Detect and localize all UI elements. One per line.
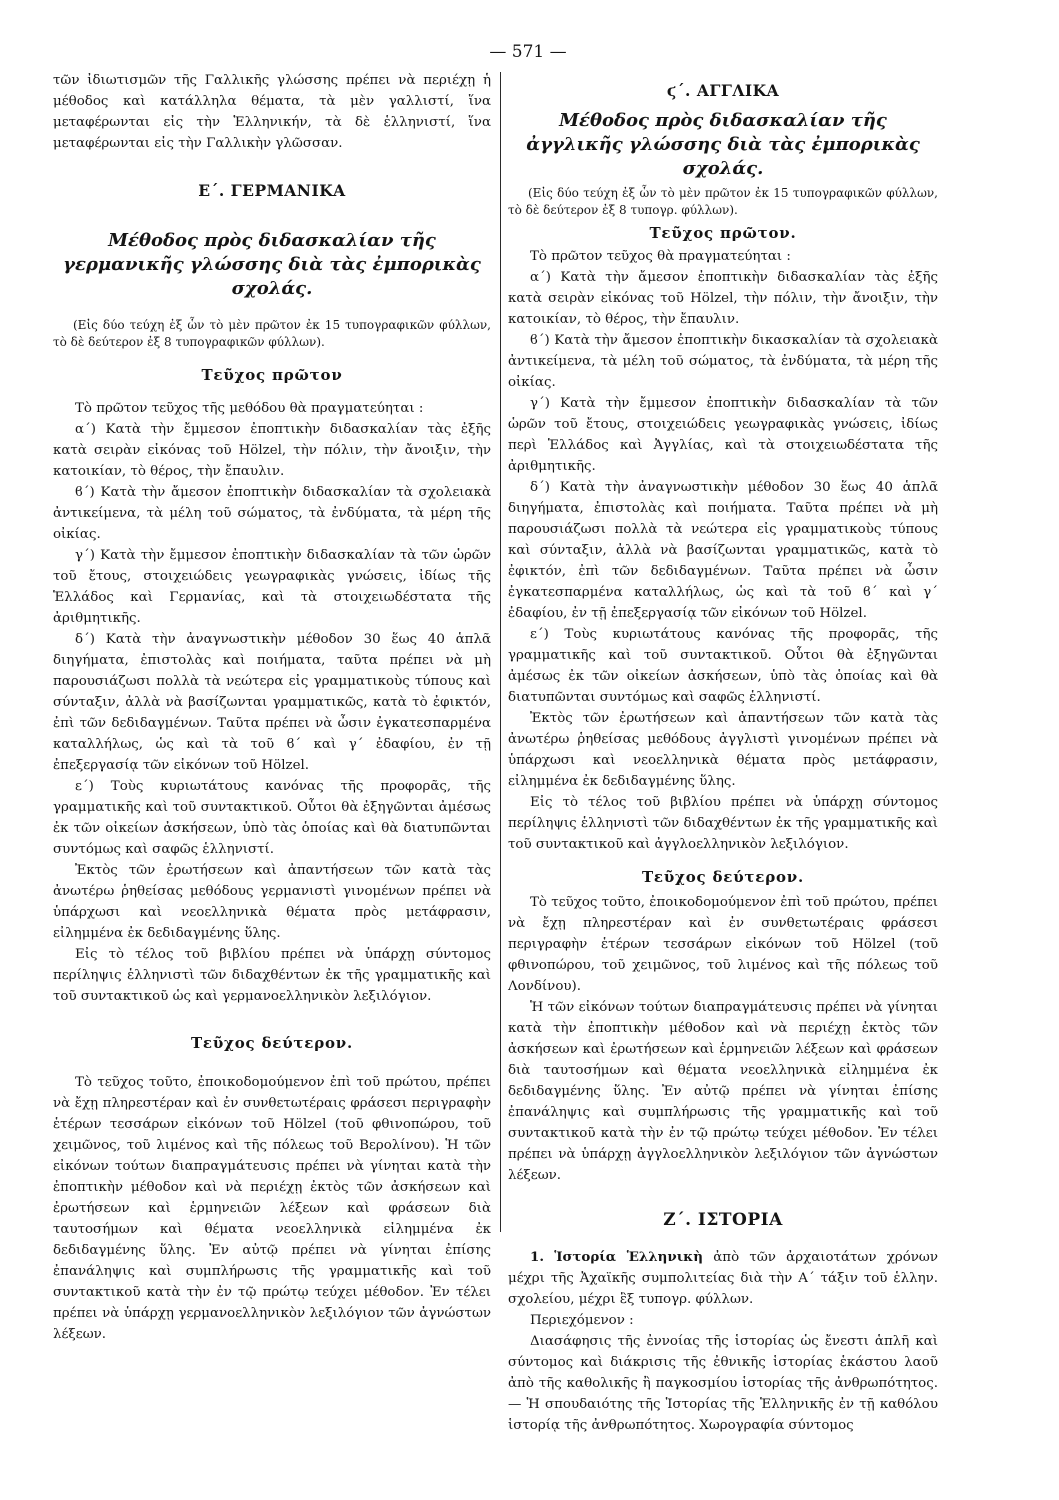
paragraph: α΄) Κατὰ τὴν ἄμεσον ἐποπτικὴν διδασκαλίαν τὰς ἐξῆς κατὰ σειρὰν εἰκόνας τοῦ Hölzel, τὴν πόλιν, τὴν ἄνοιξιν, τὴν κατοικίαν, τὸ θέρος, τὴν ἔπαυλιν. bbox=[508, 270, 938, 327]
contents-label: Περιεχόμενον : bbox=[530, 1313, 634, 1328]
paragraph: ε΄) Τοὺς κυριωτάτους κανόνας τῆς προφορᾶς, τῆς γραμματικῆς καὶ τοῦ συντακτικοῦ. Οὗτοι θὰ ἐξηγῶνται ἀμέσως ἐκ τῶν οἰκείων ἀσκήσεων, ὑπὸ τὰς ὁποίας καὶ θὰ διατυπῶνται συντόμως καὶ σαφῶς ἑλληνιστί. bbox=[53, 779, 491, 857]
section-title-german: Ε΄. ΓΕΡΜΑΝΙΚΑ bbox=[198, 181, 346, 200]
part2-body-german bbox=[53, 1072, 491, 1345]
right-column bbox=[508, 70, 938, 1436]
paragraph: ϐ΄) Κατὰ τὴν ἄμεσον ἐποπτικὴν διδασκαλίαν τὰ σχολειακὰ ἀντικείμενα, τὰ μέλη τοῦ σώματος, τὰ ἐνδύματα, τὰ μέρη τῆς οἰκίας. bbox=[53, 485, 491, 542]
paragraph: δ΄) Κατὰ τὴν ἀναγνωστικὴν μέθοδον 30 ἕως 40 ἁπλᾶ διηγήματα, ἐπιστολὰς καὶ ποιήματα. Ταῦτα πρέπει νὰ μὴ παρουσιάζωσι πολλὰ τὰ νεώτερα εἰς γραμματικοὺς τύπους καὶ σύνταξιν, ἀλλὰ νὰ βασίζωνται γραμματικῶς, κατὰ τὸ ἐφικτόν, ἐπὶ τῶν δεδιδαγμένων. Ταῦτα πρέπει νὰ ὦσιν ἐγκατεσπαρμένα καταλλήλως, ὡς καὶ τὰ τοῦ ϐ΄ καὶ γ΄ ἐδαφίου, ἐν τῇ ἐπεξεργασίᾳ τῶν εἰκόνων τοῦ Hölzel. bbox=[508, 480, 938, 621]
part2-title-english: Τεῦχος δεύτερον. bbox=[641, 868, 805, 886]
part2-title-german: Τεῦχος δεύτερον. bbox=[190, 1034, 354, 1052]
paragraph: Εἰς τὸ τέλος τοῦ βιβλίου πρέπει νὰ ὑπάρχῃ σύντομος περίληψις ἑλληνιστὶ τῶν διδαχθέντων ἐκ τῆς γραμματικῆς καὶ τοῦ συντακτικοῦ ὡς καὶ γερμανοελληνικὸν λεξιλόγιον. bbox=[53, 947, 491, 1004]
paragraph: Ἐκτὸς τῶν ἐρωτήσεων καὶ ἀπαντήσεων τῶν κατὰ τὰς ἀνωτέρω ῥηθείσας μεθόδους ἀγγλιστὶ γινομένων πρέπει νὰ ὑπάρχωσι καὶ νεοελληνικὰ θέματα πρὸς μετάφρασιν, εἰλημμένα ἐκ δεδιδαγμένης ὕλης. bbox=[508, 711, 938, 789]
section-title-english: ϛ΄. ΑΓΓΛΙΚΑ bbox=[666, 81, 780, 100]
subtitle-german: Μέθοδος πρὸς διδασκαλίαν τῆς γερμανικῆς γλώσσης διὰ τὰς ἐμπορικὰς σχολάς. bbox=[63, 230, 481, 299]
part1-body-german bbox=[53, 398, 491, 1007]
paragraph: Τὸ πρῶτον τεῦχος τῆς μεθόδου θὰ πραγματεύηται : bbox=[75, 401, 424, 416]
paragraph: δ΄) Κατὰ τὴν ἀναγνωστικὴν μέθοδον 30 ἕως 40 ἁπλᾶ διηγήματα, ἐπιστολὰς καὶ ποιήματα, ταῦτα πρέπει νὰ μὴ παρουσιάζωσι πολλὰ τὰ νεώτερα εἰς γραμματικοὺς τύπους καὶ σύνταξιν, ἀλλὰ νὰ βασίζωνται γραμματικῶς, κατὰ τὸ ἐφικτόν, ἐπὶ τῶν δεδιδαγμένων. Ταῦτα πρέπει νὰ ὦσιν ἐγκατεσπαρμένα καταλλήλως, ὡς καὶ τὰ τοῦ ϐ΄ καὶ γ΄ ἐδαφίου, ἐν τῇ ἐπεξεργασίᾳ τῶν εἰκόνων τοῦ Hölzel. bbox=[53, 632, 491, 773]
note-german: (Εἰς δύο τεύχη ἐξ ὧν τὸ μὲν πρῶτον ἐκ 15 τυπογραφικῶν φύλλων, τὸ δὲ δεύτερον ἐξ 8 τυπογραφικῶν φύλλων). bbox=[53, 318, 491, 349]
paragraph: γ΄) Κατὰ τὴν ἔμμεσον ἐποπτικὴν διδασκαλίαν τὰ τῶν ὡρῶν τοῦ ἔτους, στοιχειώδεις γεωγραφικὰς γνώσεις, ἰδίως περὶ Ἑλλάδος καὶ Ἀγγλίας, καὶ τὰ στοιχειωδέστατα τῆς ἀριθμητικῆς. bbox=[508, 396, 938, 474]
part1-title-english: Τεῦχος πρῶτον. bbox=[649, 224, 797, 242]
paragraph: Τὸ πρῶτον τεῦχος θὰ πραγματεύηται : bbox=[530, 249, 791, 264]
section-title-history: Ζ΄. ΙΣΤΟΡΙΑ bbox=[663, 1210, 783, 1230]
part1-title-german: Τεῦχος πρῶτον bbox=[201, 366, 343, 384]
history-item bbox=[508, 1247, 938, 1310]
intro-paragraph: τῶν ἰδιωτισμῶν τῆς Γαλλικῆς γλώσσης πρέπει νὰ περιέχῃ ἡ μέθοδος καὶ κατάλληλα θέματα, τὰ μὲν γαλλιστί, ἵνα μεταφέρωνται εἰς τὴν Ἑλληνικήν, τὰ δὲ ἑλληνιστί, ἵνα μεταφέρωνται εἰς τὴν Γαλλικὴν γλῶσσαν. bbox=[53, 73, 491, 151]
paragraph: γ΄) Κατὰ τὴν ἔμμεσον ἐποπτικὴν διδασκαλίαν τὰ τῶν ὡρῶν τοῦ ἔτους, στοιχειώδεις γεωγραφικὰς γνώσεις, ἰδίως τῆς Ἑλλάδος καὶ Γερμανίας, καὶ τὰ στοιχειωδέστατα τῆς ἀριθμητικῆς. bbox=[53, 548, 491, 626]
history-item-title: Ἱστορία Ἑλληνικὴ bbox=[554, 1249, 703, 1265]
paragraph: ε΄) Τοὺς κυριωτάτους κανόνας τῆς προφορᾶς, τῆς γραμματικῆς καὶ τοῦ συντακτικοῦ. Οὗτοι θὰ ἐξηγῶνται ἀμέσως ἐκ τῶν οἰκείων ἀσκήσεων, ὑπὸ τὰς ὁποίας καὶ θὰ διατυπῶνται συντόμως καὶ σαφῶς ἑλληνιστί. bbox=[508, 627, 938, 705]
part2-body-english bbox=[508, 892, 938, 1186]
paragraph: Ἐκτὸς τῶν ἐρωτήσεων καὶ ἀπαντήσεων τῶν κατὰ τὰς ἀνωτέρω ῥηθείσας μεθόδους γερμανιστὶ γινομένων πρέπει νὰ ὑπάρχωσι καὶ νεοελληνικὰ θέματα πρὸς μετάφρασιν, εἰλημμένα ἐκ δεδιδαγμένης ὕλης. bbox=[53, 863, 491, 941]
column-divider bbox=[500, 72, 501, 1232]
page-number: — 571 — bbox=[489, 42, 567, 62]
paragraph: Τὸ τεῦχος τοῦτο, ἐποικοδομούμενον ἐπὶ τοῦ πρώτου, πρέπει νὰ ἔχῃ πληρεστέραν καὶ ἐν συνθετωτέραις φράσεσι περιγραφὴν ἑτέρων τεσσάρων εἰκόνων τοῦ Hölzel (τοῦ φθινοπώρου, τοῦ χειμῶνος, τοῦ λιμένος καὶ τῆς πόλεως τοῦ Λονδίνου). bbox=[508, 895, 938, 994]
paragraph: ϐ΄) Κατὰ τὴν ἄμεσον ἐποπτικὴν δικασκαλίαν τὰ σχολειακὰ ἀντικείμενα, τὰ μέλη τοῦ σώματος, τὰ ἐνδύματα, τὰ μέρη τῆς οἰκίας. bbox=[508, 333, 938, 390]
contents-text: Διασάφησις τῆς ἐννοίας τῆς ἱστορίας ὡς ἔνεστι ἁπλῆ καὶ σύντομος καὶ διάκρισις τῆς ἐθνικῆς ἱστορίας ἑκάστου λαοῦ ἀπὸ τῆς καθολικῆς ἢ παγκοσμίου ἱστορίας τῆς ἀνθρωπότητος. — Ἡ σπουδαιότης τῆς Ἱστορίας τῆς Ἑλληνικῆς ἐν τῇ καθόλου ἱστορίᾳ τῆς ἀνθρωπότητος. Χωρογραφία σύντομος bbox=[508, 1334, 938, 1433]
part1-body-english bbox=[508, 246, 938, 855]
history-item-number: 1. bbox=[530, 1249, 544, 1265]
paragraph: Ἡ τῶν εἰκόνων τούτων διαπραγμάτευσις πρέπει νὰ γίνηται κατὰ τὴν ἐποπτικὴν μέθοδον καὶ νὰ περιέχῃ ἐκτὸς τῶν ἀσκήσεων καὶ ἐρωτήσεων καὶ ἑρμηνειῶν λέξεων καὶ φράσεων διὰ ταυτοσήμων καὶ θέματα νεοελληνικὰ εἰλημμένα ἐκ δεδιδαγμένης ὕλης. Ἐν αὐτῷ πρέπει νὰ γίνηται ἐπίσης ἐπανάληψις καὶ συμπλήρωσις τῆς γραμματικῆς καὶ τοῦ συντακτικοῦ κατὰ τὴν ἐν τῷ πρώτῳ τεύχει μέθοδον. Ἐν τέλει πρέπει νὰ ὑπάρχῃ ἀγγλοελληνικὸν λεξιλόγιον τῶν ἀγνώστων λέξεων. bbox=[508, 1000, 938, 1183]
paragraph: Τὸ τεῦχος τοῦτο, ἐποικοδομούμενον ἐπὶ τοῦ πρώτου, πρέπει νὰ ἔχῃ πληρεστέραν καὶ ἐν συνθετωτέραις φράσεσι περιγραφὴν ἑτέρων τεσσάρων εἰκόνων τοῦ Hölzel (τοῦ φθινοπώρου, τοῦ χειμῶνος, τοῦ λιμένος καὶ τῆς πόλεως τοῦ Βερολίνου). Ἡ τῶν εἰκόνων τούτων διαπραγμάτευσις πρέπει νὰ γίνηται κατὰ τὴν ἐποπτικὴν μέθοδον καὶ νὰ περιέχῃ ἐκτὸς τῶν ἀσκήσεων καὶ ἐρωτήσεων καὶ ἑρμηνειῶν λέξεων καὶ φράσεων διὰ ταυτοσήμων καὶ θέματα νεοελληνικὰ εἰλημμένα ἐκ δεδιδαγμένης ὕλης. Ἐν αὐτῷ πρέπει νὰ γίνηται ἐπίσης ἐπανάληψις καὶ συμπλήρωσις τῆς γραμματικῆς καὶ τοῦ συντακτικοῦ κατὰ τὴν ἐν τῷ πρώτῳ τεύχει μέθοδον. Ἐν τέλει πρέπει νὰ ὑπάρχῃ γερμανοελληνικὸν λεξιλόγιον τῶν ἀγνώστων λέξεων. bbox=[53, 1075, 491, 1342]
left-column bbox=[53, 70, 491, 1345]
history-item-text: ἀπὸ τῶν ἀρχαιοτάτων χρόνων μέχρι τῆς Ἀχαϊκῆς συμπολιτείας διὰ τὴν Α΄ τάξιν τοῦ ἑλλην. σχολείου, μέχρι ἓξ τυπογρ. φύλλων. bbox=[508, 1250, 938, 1307]
paragraph: Εἰς τὸ τέλος τοῦ βιβλίου πρέπει νὰ ὑπάρχῃ σύντομος περίληψις ἑλληνιστὶ τῶν διδαχθέντων ἐκ τῆς γραμματικῆς καὶ τοῦ συντακτικοῦ καὶ ἀγγλοελληνικὸν λεξιλόγιον. bbox=[508, 795, 938, 852]
paragraph: α΄) Κατὰ τὴν ἔμμεσον ἐποπτικὴν διδασκαλίαν τὰς ἐξῆς κατὰ σειρὰν εἰκόνας τοῦ Hölzel, τὴν πόλιν, τὴν ἄνοιξιν, τὴν κατοικίαν, τὸ θέρος, τὴν ἔπαυλιν. bbox=[53, 422, 491, 479]
note-english: (Εἰς δύο τεύχη ἐξ ὧν τὸ μὲν πρῶτον ἐκ 15 τυπογραφικῶν φύλλων, τὸ δὲ δεύτερον ἐξ 8 τυπογρ. φύλλων). bbox=[508, 186, 938, 217]
subtitle-english: Μέθοδος πρὸς διδασκαλίαν τῆς ἀγγλικῆς γλώσσης διὰ τὰς ἐμπορικὰς σχολάς. bbox=[526, 110, 920, 179]
